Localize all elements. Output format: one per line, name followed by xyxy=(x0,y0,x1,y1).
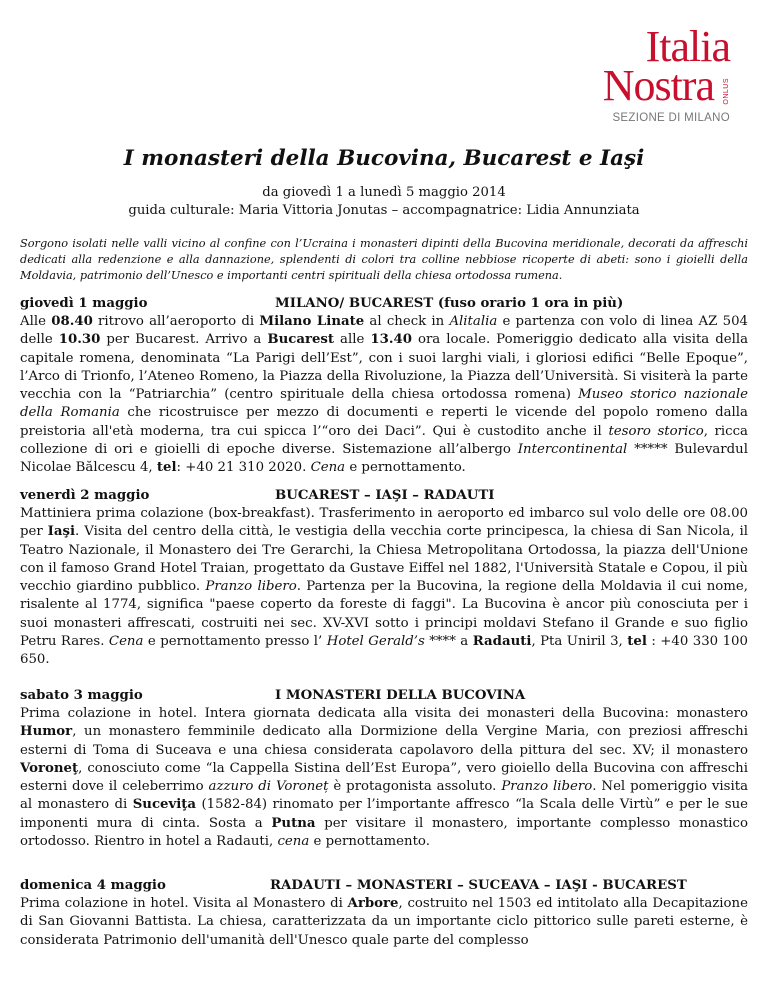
text-run: Alitalia xyxy=(449,314,498,329)
logo-line-1: Italia xyxy=(645,22,730,71)
day-header xyxy=(20,877,748,895)
text-run: , un monastero femminile dedicato alla Dormizione della Vergine Maria, con preziosi affreschi esterni di Toma di Suceava e una chiesa considerata capolavoro della pittura del sec. XV; il monastero xyxy=(20,724,748,758)
text-run: . Visita del centro della città, le vestigia della vecchia corte principesca, la chiesa di San Nicola, il Teatro Nazionale, il Monastero dei Tre Gerarchi, la Chiesa Metropolitana Ortodossa, la piazza dell'Unione con il famoso Grand Hotel Traian, progettato da Gustave Eiffel nel 1882, l'Università Statale e Copou, il più vecchio giardino pubblico. xyxy=(20,524,748,595)
text-run: alle xyxy=(334,332,371,348)
text-run: Suceviţa xyxy=(132,797,197,813)
text-run: Pranzo libero xyxy=(501,779,593,795)
day-route: I MONASTERI DELLA BUCOVINA xyxy=(275,688,526,703)
day-body xyxy=(20,895,748,950)
text-run: cena xyxy=(277,834,310,850)
day-header xyxy=(20,487,748,505)
text-run: Humor xyxy=(20,724,73,740)
day-date: sabato 3 maggio xyxy=(20,688,143,703)
day-section xyxy=(20,487,748,670)
day-header xyxy=(20,295,748,313)
trip-guides: guida culturale: Maria Vittoria Jonutas – accompagnatrice: Lidia Annunziata xyxy=(128,203,640,218)
text-run: , Pta Uniril 3, xyxy=(531,634,628,650)
text-run: e partenza con volo di linea AZ 504 delle xyxy=(20,314,748,348)
text-run: , ricca collezione di ori e gioielli di epoche diverse. Sistemazione all’albergo xyxy=(20,423,748,458)
text-run: Pranzo libero xyxy=(205,579,297,595)
trip-dates: da giovedì 1 a lunedì 5 maggio 2014 xyxy=(262,185,506,200)
text-run: , conosciuto come “la Cappella Sistina dell’Est Europa”, vero gioiello della Bucovina con affreschi esterni dove il celeberrimo xyxy=(20,760,748,795)
text-run: Alle xyxy=(20,314,52,329)
text-run: . Partenza per la Bucovina, la regione della Moldavia il cui nome, risalente al 1774, significa "paese coperto da foreste di faggi". La Bucovina è ancor più conosciuta per i suoi monasteri affrescati, costruiti nei sec. XV-XVI sotto i principi moldavi Stefano il Grande e suo figlio Petru Rares. xyxy=(20,579,748,650)
text-run: tesoro storico xyxy=(608,423,704,439)
intro-paragraph: Sorgono isolati nelle valli vicino al confine con l’Ucraina i monasteri dipinti della Bucovina meridionale, decorati da affreschi dedicati alla redenzione e alla dannazione, splendenti di colori tra colline nebbiose ricoperte di abeti: sono i gioielli della Moldavia, patrimonio dell’Unesco e importanti centri spirituali della chiesa ortodossa rumena. xyxy=(20,237,748,282)
text-run: : +40 330 100 650. xyxy=(20,634,748,668)
day-body xyxy=(20,313,748,478)
day-section xyxy=(20,687,748,851)
logo-section: SEZIONE DI MILANO xyxy=(612,112,730,124)
text-run: Museo storico nazionale della Romania xyxy=(20,387,748,421)
text-run: Bucarest xyxy=(267,332,335,348)
text-run: Prima colazione in hotel. Intera giornata dedicata alla visita dei monasteri della Bucovina: monastero xyxy=(20,706,748,721)
text-run: Milano Linate xyxy=(259,314,365,329)
text-run: Arbore xyxy=(347,896,399,911)
day-header xyxy=(20,687,748,705)
day-route: MILANO/ BUCAREST (fuso orario 1 ora in più) xyxy=(275,296,624,311)
text-run: ritrovo all’aeroporto di xyxy=(92,314,260,329)
text-run: Cena xyxy=(108,634,144,650)
text-run: Intercontinental xyxy=(517,442,628,458)
text-run: Prima colazione in hotel. Visita al Monastero di xyxy=(20,896,348,911)
text-run: 13.40 xyxy=(370,332,412,348)
trip-meta xyxy=(0,184,768,220)
text-run: Iaşi xyxy=(47,524,76,540)
day-date: domenica 4 maggio xyxy=(20,878,166,893)
text-run: Hotel Gerald’s **** xyxy=(326,634,456,650)
text-run: Cena xyxy=(310,460,346,476)
day-section xyxy=(20,877,748,950)
text-run: Putna xyxy=(271,815,316,831)
text-run: Voroneţ xyxy=(20,760,79,776)
italia-nostra-logo xyxy=(602,22,730,124)
text-run: e pernottamento. xyxy=(309,834,430,850)
text-run: che ricostruisce per mezzo di documenti e reperti le vicende del popolo romeno dalla preistoria all'età moderna, tra cui spicca l’“oro dei Daci”. Qui è custodito anche il xyxy=(20,405,748,439)
text-run: Mattiniera prima colazione (box-breakfast). Trasferimento in aeroporto ed imbarco sul volo delle ore 08.00 per xyxy=(20,506,748,540)
logo-line-2: Nostra xyxy=(602,61,714,110)
day-body xyxy=(20,705,748,851)
text-run: ***** Bulevardul Nicolae Bălcescu 4, xyxy=(20,442,748,476)
document-title: I monasteri della Bucovina, Bucarest e Iaşi xyxy=(123,146,645,171)
text-run: azzuro di Voroneț xyxy=(208,779,329,795)
day-section xyxy=(20,295,748,478)
day-route: RADAUTI – MONASTERI – SUCEAVA – IAŞI - BUCAREST xyxy=(270,878,687,893)
text-run: . Nel pomeriggio visita al monastero di xyxy=(20,779,749,813)
text-run: tel xyxy=(156,460,177,476)
logo-onlus: ONLUS xyxy=(723,78,730,105)
text-run: tel xyxy=(627,634,647,650)
text-run: per Bucarest. Arrivo a xyxy=(100,332,268,348)
text-run: 10.30 xyxy=(58,332,101,348)
text-run: al check in xyxy=(364,314,450,329)
text-run: 08.40 xyxy=(51,314,93,329)
text-run: (1582-84) rinomato per l’importante affresco “la Scala delle Virtù” e per le sue imponenti mura di cinta. Sosta a xyxy=(20,797,748,831)
text-run: e pernottamento. xyxy=(345,460,466,476)
day-date: giovedì 1 maggio xyxy=(20,296,148,311)
text-run: e pernottamento presso l’ xyxy=(143,634,327,650)
day-route: BUCAREST – IAŞI – RADAUTI xyxy=(275,488,495,503)
text-run: ora locale. Pomeriggio dedicato alla visita della capitale romena, denominata “La Parigi dell’Est”, con i suoi larghi viali, i gloriosi edifici “Belle Epoque”, l’Arco di Trionfo, l’Ateneo Romeno, la Piazza della Rivoluzione, la Piazza dell’Università. Si visiterà la parte vecchia con la “Patriarchia” (centro spirituale della chiesa ortodossa romena) xyxy=(20,332,749,403)
text-run: , costruito nel 1503 ed intitolato alla Decapitazione di San Giovanni Battista. La chiesa, caratterizzata da un importante ciclo pittorico sulle pareti esterne, è considerata Patrimonio dell'umanità dell'Unesco quale parte del complesso xyxy=(20,896,748,948)
day-date: venerdì 2 maggio xyxy=(20,488,150,503)
text-run: per visitare il monastero, importante complesso monastico ortodosso. Rientro in hotel a Radauti, xyxy=(20,815,748,850)
text-run: : +40 21 310 2020. xyxy=(176,460,311,476)
text-run: è protagonista assoluto. xyxy=(328,779,502,795)
text-run: Radauti xyxy=(472,634,532,650)
text-run: a xyxy=(455,634,473,650)
day-body xyxy=(20,505,748,670)
